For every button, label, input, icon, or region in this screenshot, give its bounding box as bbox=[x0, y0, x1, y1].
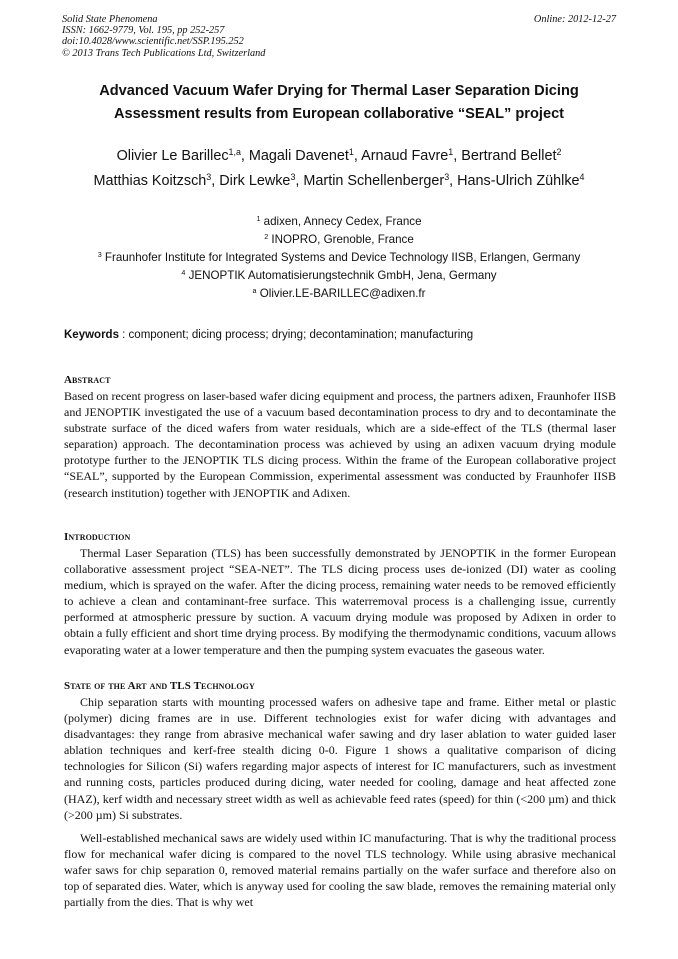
affil-mark: 3 bbox=[97, 250, 102, 260]
state-of-art-heading: State of the Art and TLS Technology bbox=[64, 680, 255, 692]
affil-text: adixen, Annecy Cedex, France bbox=[260, 215, 422, 228]
affiliation-3 bbox=[40, 249, 638, 267]
author-separator: , bbox=[240, 148, 249, 164]
author-affil-mark: 3 bbox=[206, 172, 212, 183]
keywords-text: : component; dicing process; drying; decontamination; manufacturing bbox=[118, 329, 474, 341]
author-name: Martin Schellenberger bbox=[303, 173, 445, 189]
introduction-section bbox=[64, 529, 616, 658]
state-of-art-paragraph-1: Chip separation starts with mounting processed wafers on adhesive tape and frame. Either metal or plastic (polymer) dicing frames are in use. Different technologies exist for wafer dicing with advantages and disadvantages: they range from abrasive mechanical wafer sawing and dry laser ablation to water guided laser ablation techniques and kerf-free stealth dicing 0-0. Figure 1 shows a qualitative comparison of dicing technologies for Silicon (Si) wafers regarding major aspects of interest for IC manufacturers, such as investment and running costs, particles produced during dicing, water needed for cooling, damage and heat affected zone (HAZ), kerf width and necessary street width as well as achievable feed rates (speed) for thin (<200 µm) and thick (>200 µm) Si substrates. bbox=[64, 695, 616, 822]
author-affil-mark: 3 bbox=[444, 172, 450, 183]
paper-title bbox=[50, 80, 628, 126]
journal-name: Solid State Phenomena bbox=[62, 14, 158, 25]
affiliation-email bbox=[40, 285, 638, 303]
affil-text: INOPRO, Grenoble, France bbox=[268, 233, 414, 246]
affiliation-4 bbox=[40, 267, 638, 285]
online-date: Online: 2012-12-27 bbox=[533, 14, 616, 25]
author-affil-mark: 3 bbox=[290, 172, 296, 183]
abstract-section bbox=[64, 372, 616, 501]
author-affil-mark: 1,a bbox=[228, 147, 241, 158]
author-separator: , bbox=[449, 173, 458, 189]
affil-mark: a bbox=[252, 286, 257, 296]
author-name: Arnaud Favre bbox=[361, 148, 449, 164]
introduction-text: Thermal Laser Separation (TLS) has been successfully demonstrated by JENOPTIK in the former European collaborative assessment project “SEA-NET”. The TLS dicing process uses de-ionized (DI) water as cooling medium, which is sprayed on the wafer. After the dicing process, remaining water needs to be removed efficiently to achieve a clean and contaminant-free surface. This waterremoval process is a challenging issue, currently performed at atmospheric pressure by suction. A vacuum drying module was proposed by Adixen in order to obtain a fully efficient and short time drying process. By modifying the thermodynamic conditions, vacuum allows evaporating water at a lower temperature and then the pumping system evacuates the gaseous water. bbox=[64, 546, 616, 657]
affil-text: JENOPTIK Automatisierungstechnik GmbH, Jena, Germany bbox=[185, 269, 497, 282]
state-of-art-section bbox=[64, 678, 616, 910]
affil-mark: 1 bbox=[256, 214, 261, 224]
issn-volume: ISSN: 1662-9779, Vol. 195, pp 252-257 bbox=[62, 25, 225, 37]
author-line-2 bbox=[40, 169, 638, 194]
abstract-text: Based on recent progress on laser-based wafer dicing equipment and process, the partners adixen, Fraunhofer IISB and JENOPTIK investigated the use of a vacuum based decontamination process to dry and to decontaminate the substrate surface of the diced wafers from water residuals, which are a side-effect of the TLS (thermal laser separation) approach. The decontamination process was achieved by using an adixen vacuum drying module prototype further to the JENOPTIK TLS dicing process. Within the frame of the European collaborative project “SEAL”, supported by the European Commission, experimental assessment was conducted by Fraunhofer IISB (research institution) together with JENOPTIK and Adixen. bbox=[64, 389, 616, 500]
state-of-art-paragraph-2: Well-established mechanical saws are widely used within IC manufacturing. That is why the traditional process flow for mechanical wafer dicing is compared to the novel TLS technology. While using abrasive mechanical wafer saws for chip separation 0, removed material remains partially on the wafer surface and therefore also on top of separated dies. Water, which is anyway used for cooling the saw blade, removes the remaining material only partially from the dies. That is why wet bbox=[64, 830, 616, 910]
author-line-1 bbox=[40, 144, 638, 169]
publication-info bbox=[62, 14, 265, 59]
affiliation-list bbox=[40, 213, 638, 303]
copyright: © 2013 Trans Tech Publications Ltd, Switzerland bbox=[62, 47, 266, 59]
title-line-1: Advanced Vacuum Wafer Drying for Thermal Laser Separation Dicing bbox=[99, 83, 579, 99]
author-name: Matthias Koitzsch bbox=[93, 173, 207, 189]
author-separator: , bbox=[453, 148, 462, 164]
author-affil-mark: 1 bbox=[448, 147, 454, 158]
abstract-heading: Abstract bbox=[64, 374, 111, 386]
author-affil-mark: 4 bbox=[579, 172, 585, 183]
affil-mark: 2 bbox=[264, 232, 269, 242]
author-name: Bertrand Bellet bbox=[461, 148, 557, 164]
author-affil-mark: 1 bbox=[348, 147, 354, 158]
doi: doi:10.4028/www.scientific.net/SSP.195.252 bbox=[62, 36, 244, 48]
author-name: Olivier Le Barillec bbox=[116, 148, 229, 164]
introduction-heading: Introduction bbox=[64, 531, 131, 543]
author-separator: , bbox=[295, 173, 304, 189]
author-name: Hans-Ulrich Zühlke bbox=[457, 173, 580, 189]
keywords bbox=[64, 327, 616, 343]
keywords-label: Keywords bbox=[64, 329, 119, 341]
author-affil-mark: 2 bbox=[556, 147, 562, 158]
author-list bbox=[40, 144, 638, 194]
author-separator: , bbox=[353, 148, 362, 164]
affiliation-1 bbox=[40, 213, 638, 231]
author-name: Dirk Lewke bbox=[219, 173, 291, 189]
affil-mark: 4 bbox=[181, 268, 186, 278]
title-line-2: Assessment results from European collaborative “SEAL” project bbox=[113, 106, 565, 122]
affil-text: Fraunhofer Institute for Integrated Systems and Device Technology IISB, Erlangen, Germany bbox=[101, 251, 581, 264]
affiliation-2 bbox=[40, 231, 638, 249]
email-link[interactable]: Olivier.LE-BARILLEC@adixen.fr bbox=[256, 287, 426, 300]
author-separator: , bbox=[211, 173, 220, 189]
author-name: Magali Davenet bbox=[248, 148, 349, 164]
